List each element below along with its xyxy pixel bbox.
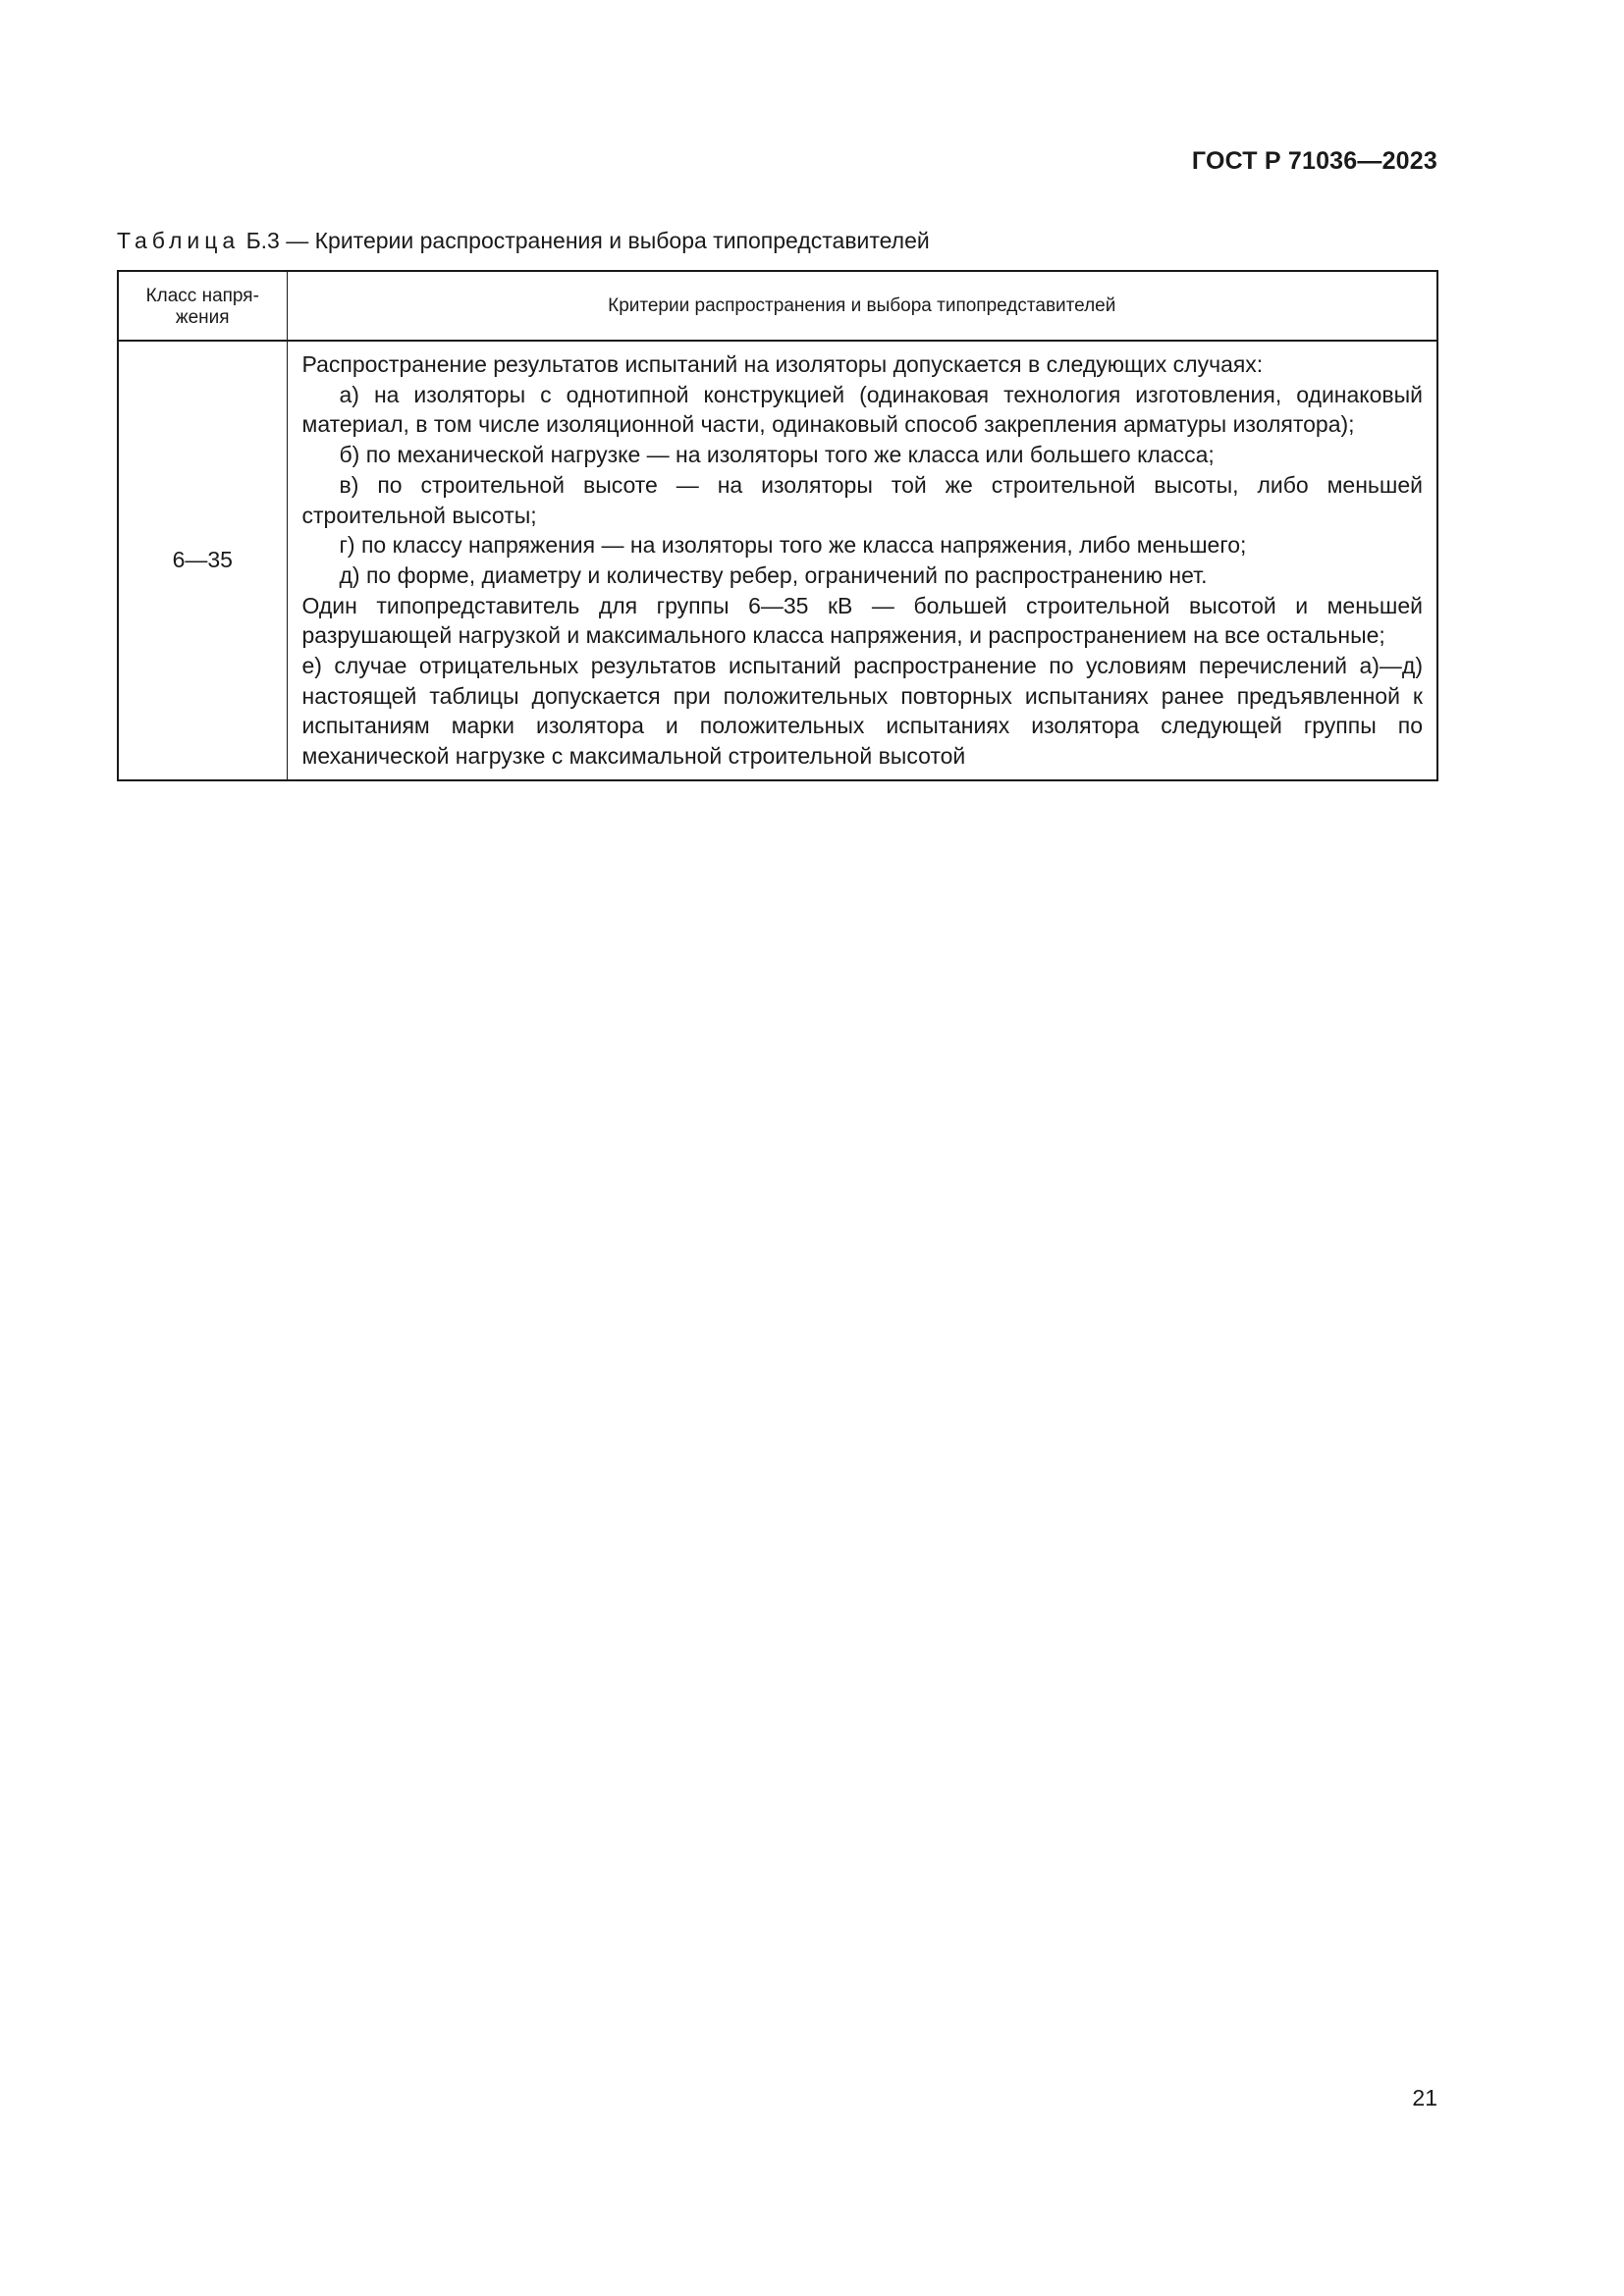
table-caption — [117, 228, 930, 254]
column-header-criteria: Критерии распространения и выбора типопредставителей — [287, 271, 1437, 341]
column-header-voltage-class — [118, 271, 287, 341]
criteria-paragraph: Распространение результатов испытаний на изоляторы допускается в следующих случаях: — [301, 351, 1264, 377]
criteria-cell — [287, 341, 1437, 780]
criteria-table — [117, 270, 1438, 781]
document-header: ГОСТ Р 71036—2023 — [1191, 147, 1437, 175]
table-caption-text: Б.3 — Критерии распространения и выбора типопредставителей — [240, 228, 930, 253]
criteria-item-b: б) по механической нагрузке — на изоляторы того же класса или большего класса; — [339, 442, 1215, 468]
column-header-voltage-class-label: Класс напря- жения — [145, 286, 259, 328]
criteria-item-g: г) по классу напряжения — на изоляторы того же класса напряжения, либо меньшего; — [339, 532, 1247, 559]
table-header-row — [118, 271, 1437, 341]
table-row — [118, 341, 1437, 780]
table-caption-label: Таблица — [117, 228, 241, 253]
criteria-item-d: д) по форме, диаметру и количеству ребер, ограничений по распространению нет. — [339, 561, 1208, 588]
criteria-item-v: в) по строительной высоте — на изоляторы той же строительной высоты, либо меньшей строительной высоты; — [301, 471, 1423, 528]
criteria-paragraph-representative: Один типопредставитель для группы 6—35 кВ — большей строительной высотой и меньшей разрушающей нагрузкой и максимального класса напряжения, и распространением на все остальные; — [301, 592, 1423, 649]
criteria-item-a: а) на изоляторы с однотипной конструкцией (одинаковая технология изготовления, одинаковый материал, в том числе изоляционной части, одинаковый способ закрепления арматуры изолятора); — [301, 381, 1423, 438]
criteria-item-e: е) случае отрицательных результатов испытаний распространение по условиям перечислений а)—д) настоящей таблицы допускается при положительных повторных испытаниях ранее предъявленной к испытаниям марки изолятора и положительных испытаниях изолятора следующей группы по механической нагрузке с максимальной строительной высотой — [301, 653, 1423, 770]
voltage-class-cell: 6—35 — [118, 341, 287, 780]
page-number: 21 — [1412, 2085, 1437, 2110]
